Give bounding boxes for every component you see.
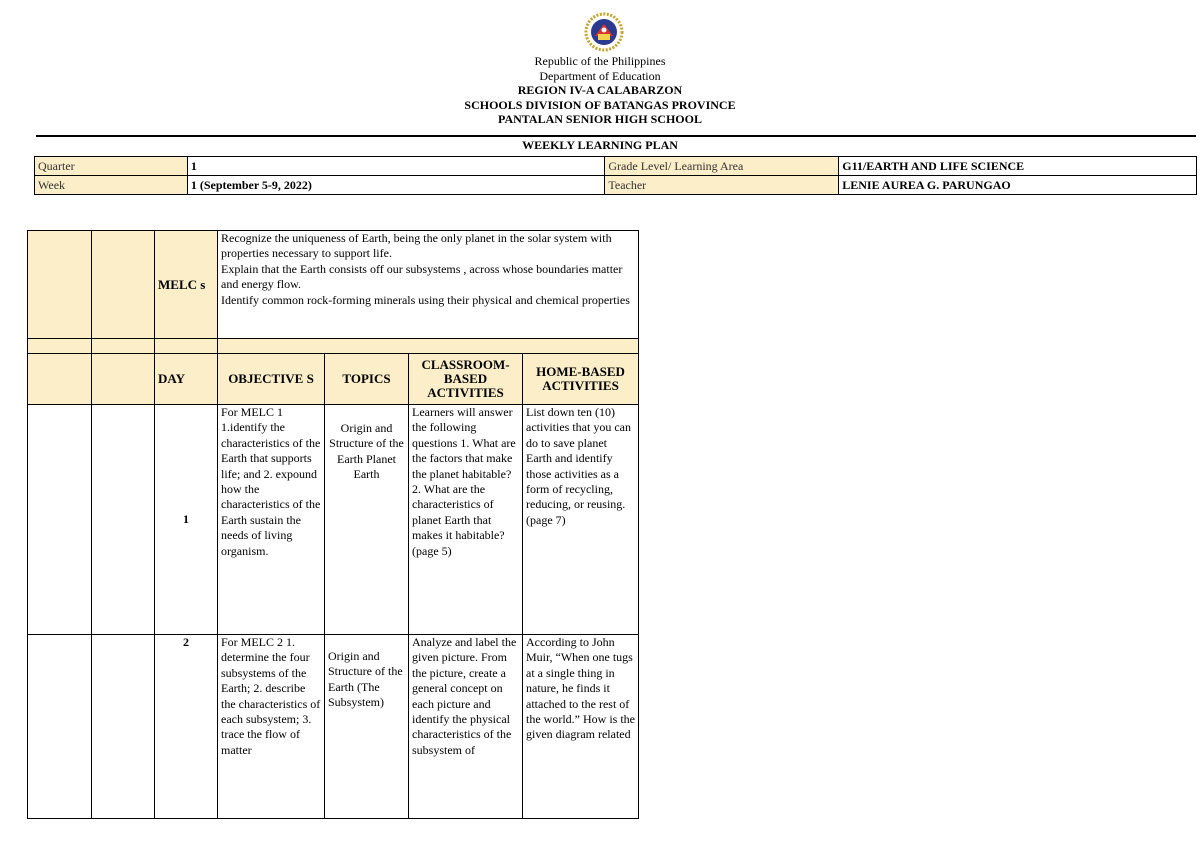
- blank-cell: [92, 405, 155, 635]
- blank-cell: [92, 339, 155, 354]
- header-school: PANTALAN SENIOR HIGH SCHOOL: [498, 112, 702, 126]
- classroom-header: CLASSROOM-BASED ACTIVITIES: [409, 354, 523, 405]
- home-header: HOME-BASED ACTIVITIES: [523, 354, 639, 405]
- objectives-header: OBJECTIVE S: [218, 354, 325, 405]
- grade-label: Grade Level/ Learning Area: [605, 157, 839, 176]
- day-header: DAY: [155, 354, 218, 405]
- home-cell: According to John Muir, “When one tugs at a single thing in nature, he finds it attached to the rest of the world.” How is the given diagram related: [523, 635, 639, 819]
- blank-cell: [28, 354, 92, 405]
- topics-cell: Origin and Structure of the Earth (The Subsystem): [325, 635, 409, 819]
- week-value: 1 (September 5-9, 2022): [187, 176, 605, 195]
- classroom-cell: Learners will answer the following questions 1. What are the factors that make the planet habitable? 2. What are the characteristics of planet Earth that makes it habitable?(page 5): [409, 405, 523, 635]
- blank-cell: [155, 339, 218, 354]
- teacher-value: LENIE AUREA G. PARUNGAO: [839, 176, 1197, 195]
- home-cell: List down ten (10) activities that you can do to save planet Earth and identify those activities as a form of recycling, reducing, or reusing.(page 7): [523, 405, 639, 635]
- blank-cell: [92, 635, 155, 819]
- melcs-label: MELC s: [155, 231, 218, 339]
- table-row: [28, 405, 639, 635]
- melc-2: Explain that the Earth consists off our subsystems , across whose boundaries matter and energy flow.: [221, 261, 623, 292]
- info-row-quarter: [35, 157, 1197, 176]
- teacher-label: Teacher: [605, 176, 839, 195]
- objectives-cell: For MELC 2 1. determine the four subsystems of the Earth; 2. describe the characteristics of each subsystem; 3. trace the flow of matter: [218, 635, 325, 819]
- info-row-week: [35, 176, 1197, 195]
- header-republic: Republic of the Philippines: [534, 54, 666, 68]
- grade-value: G11/EARTH AND LIFE SCIENCE: [839, 157, 1197, 176]
- day-number: 1: [155, 405, 218, 635]
- quarter-value: 1: [187, 157, 605, 176]
- blank-cell: [28, 405, 92, 635]
- objectives-cell: For MELC 1 1.identify the characteristics of the Earth that supports life; and 2. expound how the characteristics of the Earth sustain the needs of living organism.: [218, 405, 325, 635]
- day-number: 2: [155, 635, 218, 819]
- blank-cell: [28, 339, 92, 354]
- blank-cell: [218, 339, 639, 354]
- header-department: Department of Education: [539, 68, 661, 83]
- melcs-text: [218, 231, 639, 339]
- plan-title: WEEKLY LEARNING PLAN: [522, 138, 678, 152]
- quarter-label: Quarter: [35, 157, 188, 176]
- header-division: SCHOOLS DIVISION OF BATANGAS PROVINCE: [464, 97, 736, 112]
- melcs-row: [28, 231, 639, 339]
- plan-table: [27, 230, 639, 819]
- topics-header: TOPICS: [325, 354, 409, 405]
- week-label: Week: [35, 176, 188, 195]
- melc-1: Recognize the uniqueness of Earth, being the only planet in the solar system with properties necessary to support life.: [221, 231, 612, 261]
- column-header-row: [28, 354, 639, 405]
- info-table: [34, 156, 1197, 195]
- spacer-row: [28, 339, 639, 354]
- blank-cell: [92, 354, 155, 405]
- blank-cell: [28, 231, 92, 339]
- blank-cell: [92, 231, 155, 339]
- topics-cell: Origin and Structure of the Earth Planet Earth: [325, 405, 409, 635]
- classroom-cell: Analyze and label the given picture. From the picture, create a general concept on each picture and identify the physical characteristics of the subsystem of: [409, 635, 523, 819]
- header-region: REGION IV-A CALABARZON: [517, 83, 683, 97]
- melc-3: Identify common rock-forming minerals using their physical and chemical properties: [221, 292, 630, 307]
- deped-seal-icon: [584, 12, 624, 52]
- document-header: [0, 54, 1200, 127]
- blank-cell: [28, 635, 92, 819]
- table-row: [28, 635, 639, 819]
